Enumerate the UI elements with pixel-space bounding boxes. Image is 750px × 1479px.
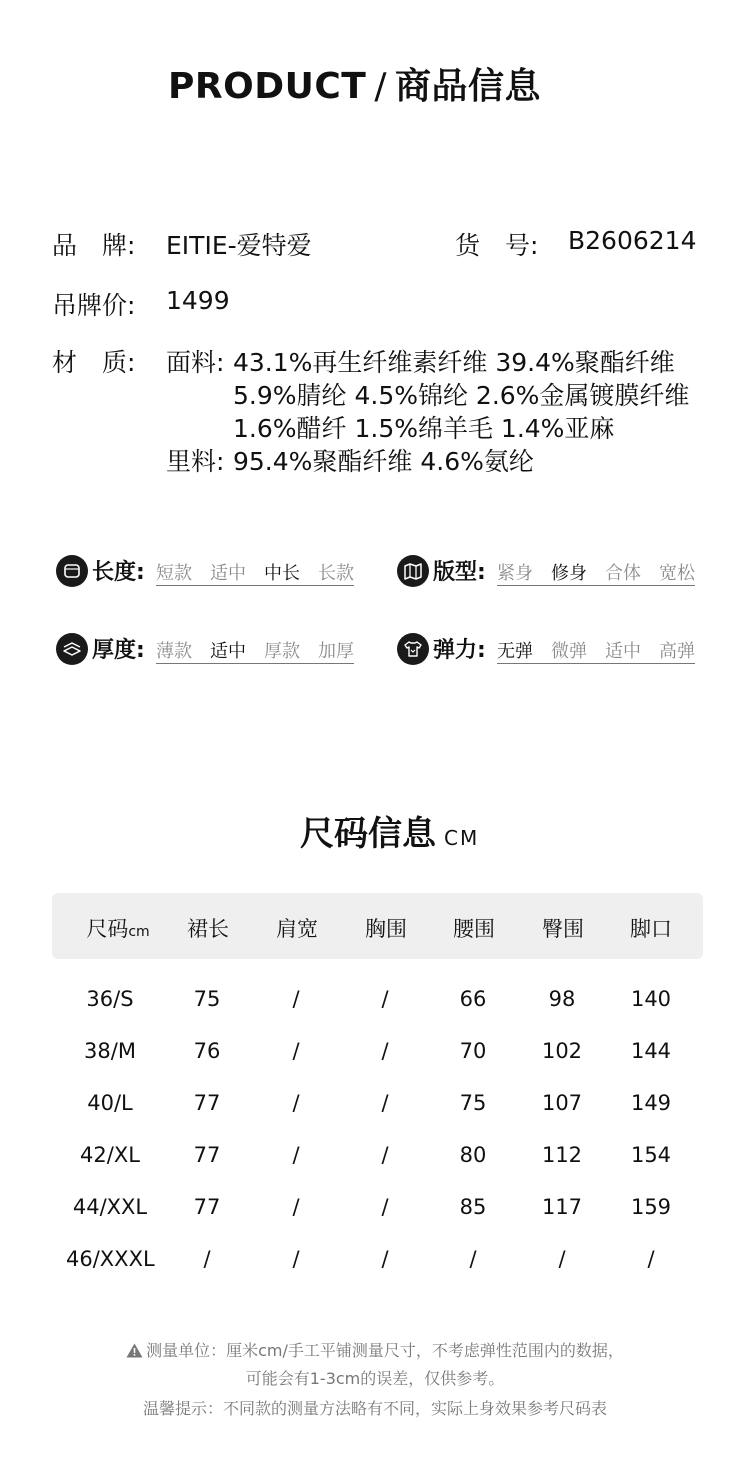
page-title: [168, 58, 541, 109]
table-cell: 36/S: [86, 987, 134, 1011]
header-hem: 脚口: [630, 917, 672, 941]
table-cell: 112: [541, 1143, 583, 1167]
table-cell: 76: [193, 1039, 221, 1063]
header-hip: 臀围: [542, 917, 584, 941]
size-section-title: [300, 806, 479, 855]
shirt-elastic-icon: [397, 633, 429, 665]
table-cell: 80: [459, 1143, 487, 1167]
fabric-line-2: 5.9%腈纶 4.5%锦纶 2.6%金属镀膜纤维: [233, 381, 690, 410]
table-cell: 77: [193, 1143, 221, 1167]
table-cell: 140: [630, 987, 672, 1011]
table-cell: 117: [541, 1195, 583, 1219]
note-line-2: 可能会有1-3cm的误差，仅供参考。: [245, 1369, 505, 1388]
table-cell: 70: [459, 1039, 487, 1063]
fit-option-selected: 修身: [551, 563, 587, 584]
thickness-option-selected: 适中: [210, 641, 246, 662]
fit-option: 宽松: [659, 563, 695, 584]
table-cell: /: [203, 1247, 211, 1271]
brand-label: 品 牌:: [52, 231, 136, 260]
table-row: [52, 1039, 703, 1069]
elasticity-label: 弹力:: [433, 638, 486, 663]
thickness-option: 厚款: [264, 641, 300, 662]
table-cell: 42/XL: [80, 1143, 140, 1167]
elasticity-option-selected: 无弹: [497, 641, 533, 662]
table-cell: /: [292, 1143, 300, 1167]
elasticity-option: 高弹: [659, 641, 695, 662]
table-cell: 44/XXL: [72, 1195, 148, 1219]
table-cell: 75: [459, 1091, 487, 1115]
table-cell: 66: [459, 987, 487, 1011]
length-option: 短款: [156, 563, 192, 584]
table-cell: /: [381, 987, 389, 1011]
lining-value: 95.4%聚酯纤维 4.6%氨纶: [233, 447, 534, 476]
title-cn: 商品信息: [394, 66, 541, 107]
length-option: 适中: [210, 563, 246, 584]
attr-thickness: [56, 631, 376, 667]
table-cell: 46/XXXL: [66, 1247, 155, 1271]
table-row: [52, 1143, 703, 1173]
length-label: 长度:: [92, 560, 145, 585]
fit-options: [497, 559, 695, 586]
table-cell: /: [381, 1039, 389, 1063]
table-cell: /: [292, 1091, 300, 1115]
table-cell: /: [381, 1091, 389, 1115]
thickness-label: 厚度:: [92, 638, 145, 663]
thickness-options: [156, 637, 354, 664]
table-cell: 102: [541, 1039, 583, 1063]
thickness-option: 加厚: [318, 641, 354, 662]
table-cell: /: [381, 1247, 389, 1271]
table-cell: /: [292, 987, 300, 1011]
sku-value: B2606214: [568, 226, 697, 255]
attr-elasticity: [397, 631, 717, 667]
lining-label: 里料:: [166, 447, 225, 476]
size-title-unit: CM: [444, 826, 480, 850]
elasticity-option: 适中: [605, 641, 641, 662]
sku-label: 货 号:: [455, 231, 539, 260]
note-line-1: 测量单位：厘米cm/手工平铺测量尺寸，不考虑弹性范围内的数据，: [146, 1341, 624, 1360]
table-row: [52, 1195, 703, 1225]
table-cell: 144: [630, 1039, 672, 1063]
length-option: 长款: [318, 563, 354, 584]
elasticity-option: 微弹: [551, 641, 587, 662]
header-waist: 腰围: [453, 917, 495, 941]
table-cell: 154: [630, 1143, 672, 1167]
table-cell: /: [558, 1247, 566, 1271]
note-line-3: 温馨提示：不同款的测量方法略有不同，实际上身效果参考尺码表: [142, 1399, 607, 1418]
length-option-selected: 中长: [264, 563, 300, 584]
table-cell: 38/M: [84, 1039, 136, 1063]
title-separator: /: [374, 66, 387, 107]
header-unit: cm: [128, 924, 150, 940]
size-title-text: 尺码信息: [300, 814, 436, 854]
layers-thickness-icon: [56, 633, 88, 665]
header-size: 尺码cm: [86, 917, 150, 941]
table-cell: 77: [193, 1091, 221, 1115]
fabric-label: 面料:: [166, 348, 225, 377]
coat-length-icon: [56, 555, 88, 587]
attr-length: [56, 553, 376, 589]
thickness-option: 薄款: [156, 641, 192, 662]
map-fit-icon: [397, 555, 429, 587]
table-cell: /: [647, 1247, 655, 1271]
table-cell: /: [292, 1247, 300, 1271]
price-value: 1499: [166, 286, 230, 315]
table-cell: 75: [193, 987, 221, 1011]
fit-option: 合体: [605, 563, 641, 584]
table-row: [52, 987, 703, 1017]
table-cell: /: [381, 1143, 389, 1167]
measurement-note: [0, 1338, 750, 1362]
brand-value: EITIE-爱特爱: [166, 231, 312, 260]
table-cell: /: [469, 1247, 477, 1271]
fabric-line-1: 43.1%再生纤维素纤维 39.4%聚酯纤维: [233, 348, 675, 377]
table-cell: 85: [459, 1195, 487, 1219]
fit-label: 版型:: [433, 560, 486, 585]
header-chest: 胸围: [365, 917, 407, 941]
header-shoulder: 肩宽: [276, 917, 318, 941]
fit-option: 紧身: [497, 563, 533, 584]
title-en: PRODUCT: [168, 66, 367, 107]
table-cell: 98: [548, 987, 576, 1011]
table-cell: /: [381, 1195, 389, 1219]
fabric-line-3: 1.6%醋纤 1.5%绵羊毛 1.4%亚麻: [233, 414, 615, 443]
table-row: [52, 1091, 703, 1121]
material-label: 材 质:: [52, 348, 136, 377]
price-label: 吊牌价:: [52, 291, 136, 320]
table-cell: 77: [193, 1195, 221, 1219]
header-skirt-length: 裙长: [187, 917, 229, 941]
length-options: [156, 559, 354, 586]
table-cell: 40/L: [87, 1091, 133, 1115]
size-table-header: [52, 893, 703, 959]
attr-fit: [397, 553, 717, 589]
elasticity-options: [497, 637, 695, 664]
table-cell: 107: [541, 1091, 583, 1115]
warning-icon: [126, 1343, 143, 1362]
table-cell: /: [292, 1195, 300, 1219]
table-cell: /: [292, 1039, 300, 1063]
table-cell: 159: [630, 1195, 672, 1219]
table-row: [52, 1247, 703, 1277]
table-cell: 149: [630, 1091, 672, 1115]
